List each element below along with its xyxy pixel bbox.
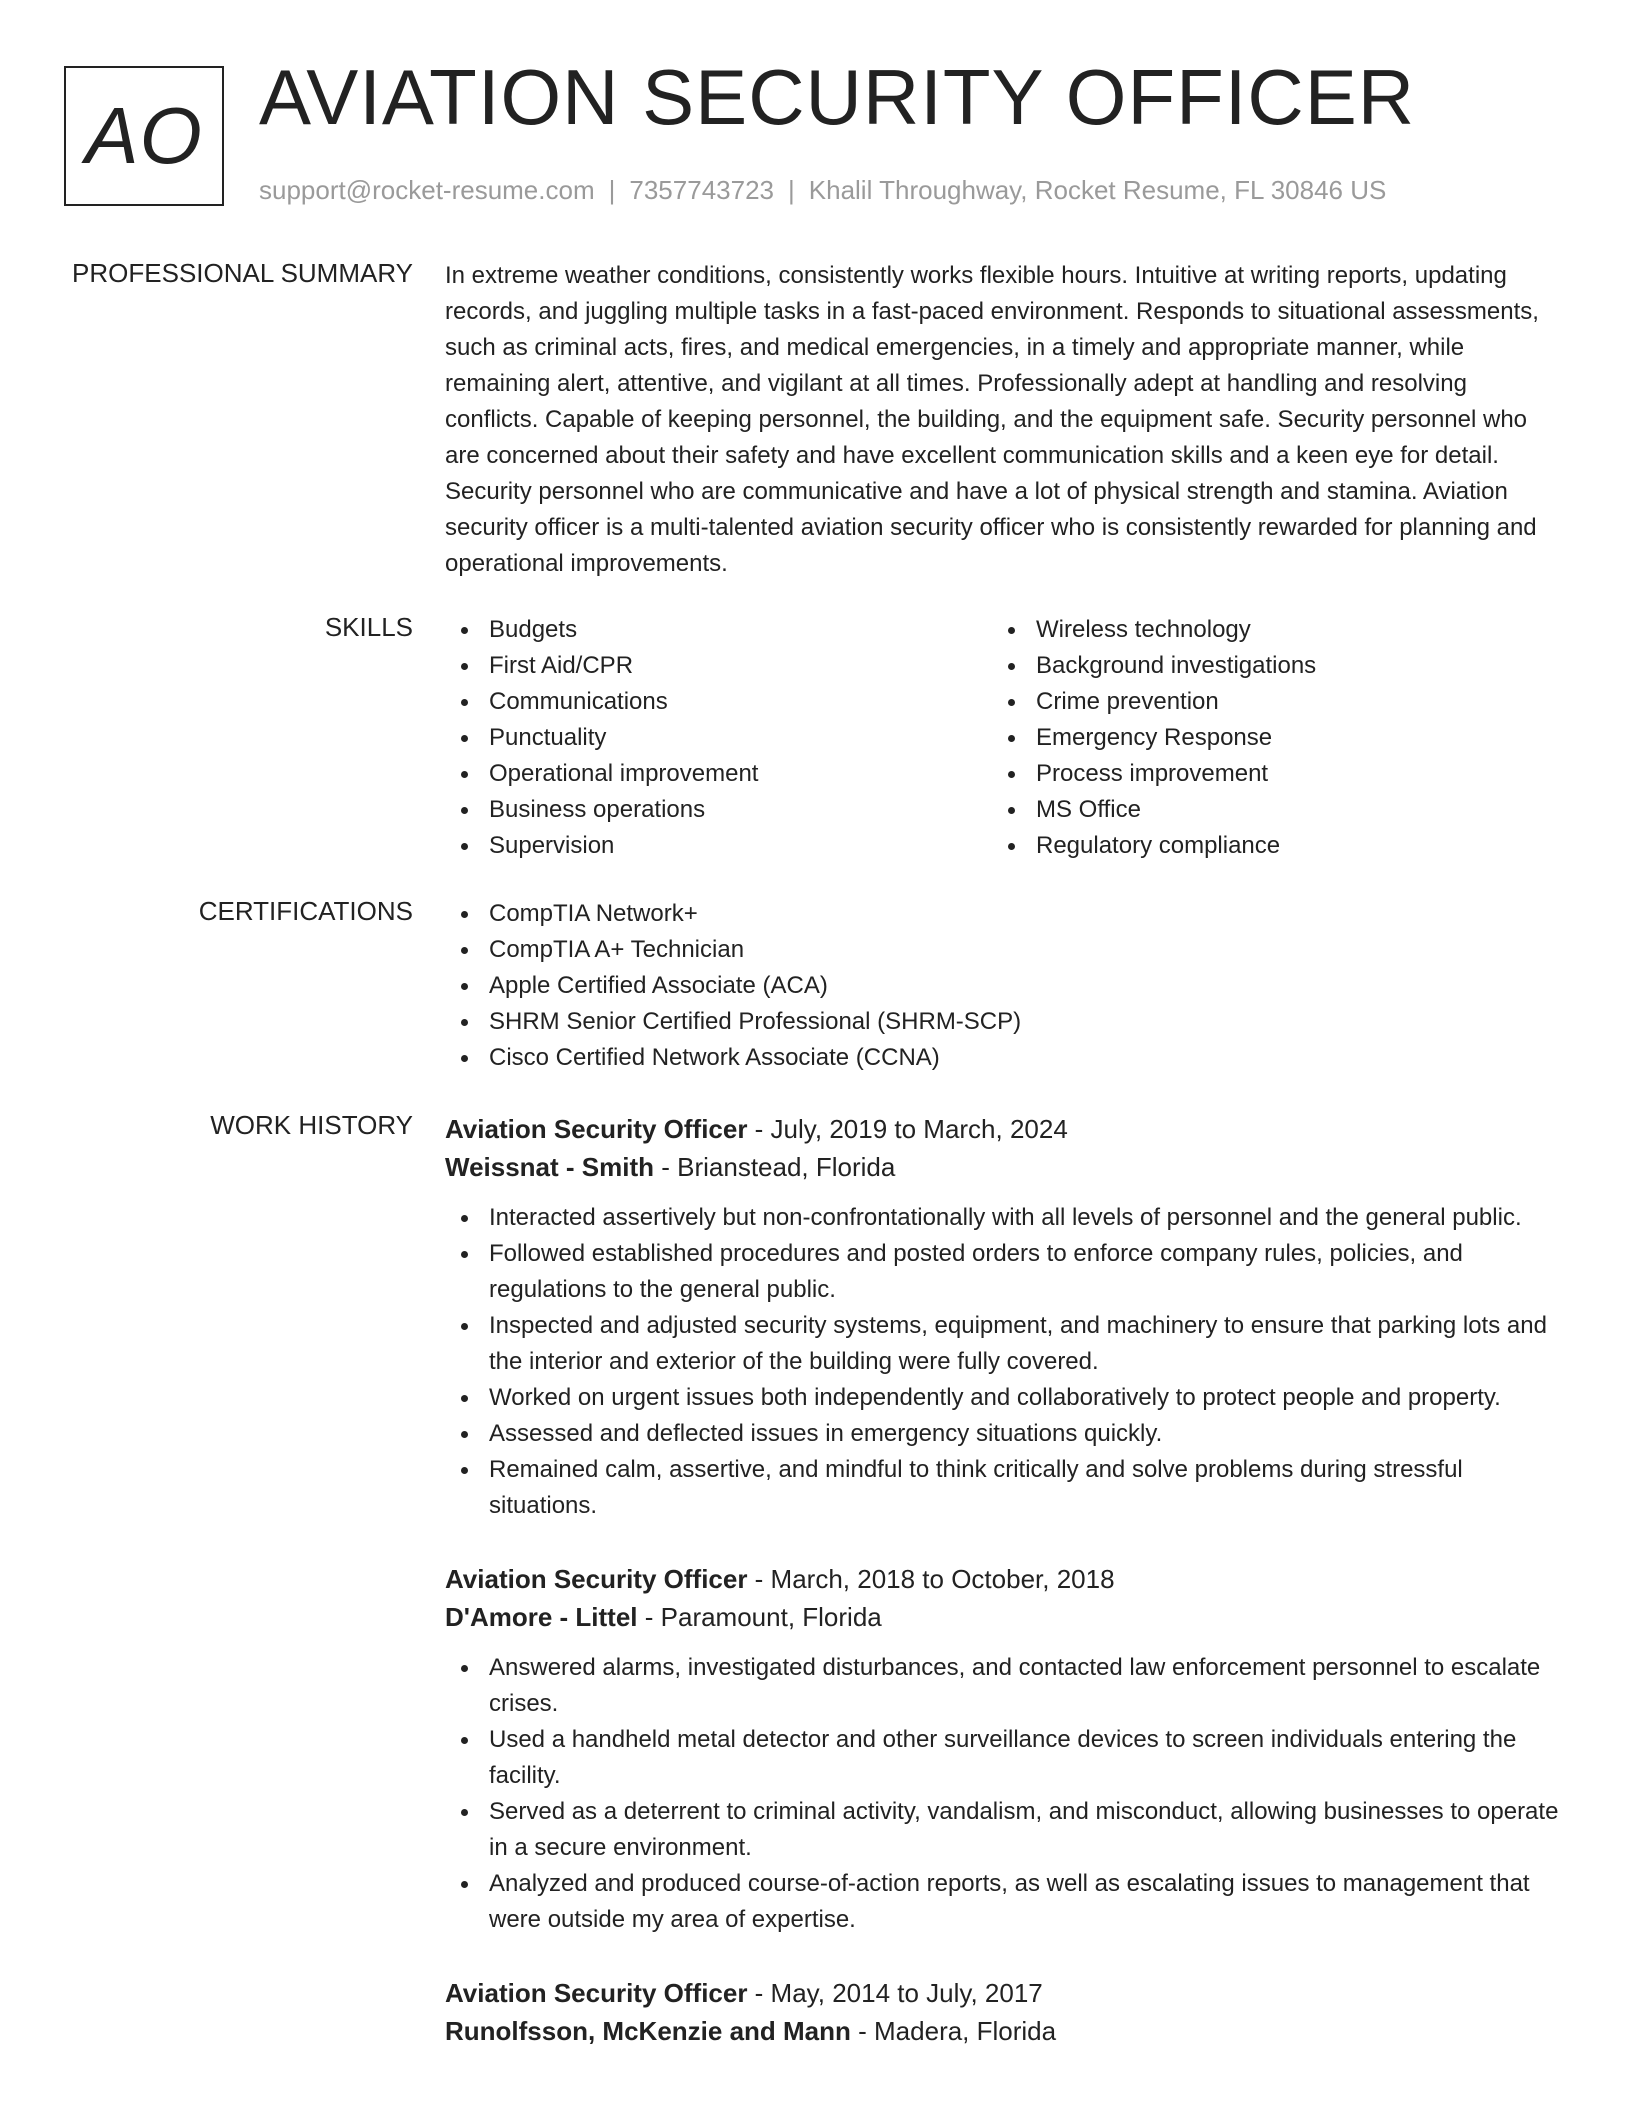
job-company-line: [445, 2012, 1560, 2050]
certifications-heading: CERTIFICATIONS: [198, 896, 413, 926]
job-entry: [445, 1974, 1560, 2050]
job-dates: - May, 2014 to July, 2017: [747, 1978, 1043, 2008]
contact-phone[interactable]: 7357743723: [629, 175, 774, 205]
job-dates: - July, 2019 to March, 2024: [747, 1114, 1068, 1144]
job-bullet: Answered alarms, investigated disturbances, and contacted law enforcement personnel to escalate crises.: [445, 1650, 1560, 1722]
contact-separator: |: [788, 175, 795, 205]
skill-item: Punctuality: [445, 720, 992, 756]
summary-heading: PROFESSIONAL SUMMARY: [72, 258, 413, 288]
job-title-line: [445, 1974, 1560, 2012]
contact-line: [259, 175, 1386, 206]
skills-list: [445, 612, 1560, 864]
contact-email[interactable]: support@rocket-resume.com: [259, 175, 595, 205]
job-title: Aviation Security Officer: [445, 1564, 748, 1594]
skill-item: Business operations: [445, 792, 992, 828]
job-bullet: Remained calm, assertive, and mindful to think critically and solve problems during stressful situations.: [445, 1452, 1560, 1524]
skills-left-column: [445, 612, 992, 864]
job-title-line: [445, 1560, 1560, 1598]
job-location: - Brianstead, Florida: [654, 1152, 896, 1182]
job-company-line: [445, 1148, 1560, 1186]
skill-item: Crime prevention: [992, 684, 1539, 720]
contact-separator: |: [608, 175, 616, 205]
job-bullets: [445, 1650, 1560, 1938]
skill-item: Communications: [445, 684, 992, 720]
certification-item: CompTIA Network+: [445, 896, 1560, 932]
skill-item: Budgets: [445, 612, 992, 648]
job-bullet: Inspected and adjusted security systems, equipment, and machinery to ensure that parking lots and the interior and exterior of the building were fully covered.: [445, 1308, 1560, 1380]
skill-item: Regulatory compliance: [992, 828, 1539, 864]
skill-item: Operational improvement: [445, 756, 992, 792]
resume-title: AVIATION SECURITY OFFICER: [259, 53, 1416, 141]
work-history-heading: WORK HISTORY: [210, 1110, 413, 1140]
job-company: D'Amore - Littel: [445, 1602, 638, 1632]
job-title: Aviation Security Officer: [445, 1978, 748, 2008]
certification-item: Apple Certified Associate (ACA): [445, 968, 1560, 1004]
job-bullet: Interacted assertively but non-confrontationally with all levels of personnel and the general public.: [445, 1200, 1560, 1236]
certification-item: CompTIA A+ Technician: [445, 932, 1560, 968]
job-company-line: [445, 1598, 1560, 1636]
job-location: - Madera, Florida: [850, 2016, 1057, 2046]
job-company: Weissnat - Smith: [445, 1152, 655, 1182]
contact-address: Khalil Throughway, Rocket Resume, FL 30846 US: [808, 175, 1387, 205]
job-entry: [445, 1560, 1560, 1938]
job-title: Aviation Security Officer: [445, 1114, 748, 1144]
job-bullet: Used a handheld metal detector and other surveillance devices to screen individuals entering the facility.: [445, 1722, 1560, 1794]
skill-item: Emergency Response: [992, 720, 1539, 756]
job-bullet: Followed established procedures and posted orders to enforce company rules, policies, and regulations to the general public.: [445, 1236, 1560, 1308]
skill-item: First Aid/CPR: [445, 648, 992, 684]
skill-item: Process improvement: [992, 756, 1539, 792]
job-bullet: Served as a deterrent to criminal activity, vandalism, and misconduct, allowing businesses to operate in a secure environment.: [445, 1794, 1560, 1866]
certification-item: SHRM Senior Certified Professional (SHRM-SCP): [445, 1004, 1560, 1040]
skill-item: Supervision: [445, 828, 992, 864]
job-company: Runolfsson, McKenzie and Mann: [445, 2016, 851, 2046]
job-dates: - March, 2018 to October, 2018: [747, 1564, 1115, 1594]
job-title-line: [445, 1110, 1560, 1148]
job-location: - Paramount, Florida: [637, 1602, 882, 1632]
skills-right-column: [992, 612, 1539, 864]
skills-heading: SKILLS: [324, 612, 413, 642]
work-history-list: [445, 1110, 1560, 2086]
certifications-list: [445, 896, 1560, 1076]
job-bullet: Analyzed and produced course-of-action reports, as well as escalating issues to management that were outside my area of expertise.: [445, 1866, 1560, 1938]
skill-item: Wireless technology: [992, 612, 1539, 648]
monogram-logo: AO: [64, 66, 224, 206]
summary-text: In extreme weather conditions, consistently works flexible hours. Intuitive at writing reports, updating records, and juggling multiple tasks in a fast-paced environment. Responds to situational assessments, such as criminal acts, fires, and medical emergencies, in a timely and appropriate manner, while remaining alert, attentive, and vigilant at all times. Professionally adept at handling and resolving conflicts. Capable of keeping personnel, the building, and the equipment safe. Security personnel who are concerned about their safety and have excellent communication skills and a keen eye for detail. Security personnel who are communicative and have a lot of physical strength and stamina. Aviation security officer is a multi-talented aviation security officer who is consistently rewarded for planning and operational improvements.: [445, 262, 1539, 577]
job-bullet: Assessed and deflected issues in emergency situations quickly.: [445, 1416, 1560, 1452]
job-bullet: Worked on urgent issues both independently and collaboratively to protect people and property.: [445, 1380, 1560, 1416]
certification-item: Cisco Certified Network Associate (CCNA): [445, 1040, 1560, 1076]
skill-item: Background investigations: [992, 648, 1539, 684]
skill-item: MS Office: [992, 792, 1539, 828]
job-entry: [445, 1110, 1560, 1524]
job-bullets: [445, 1200, 1560, 1524]
